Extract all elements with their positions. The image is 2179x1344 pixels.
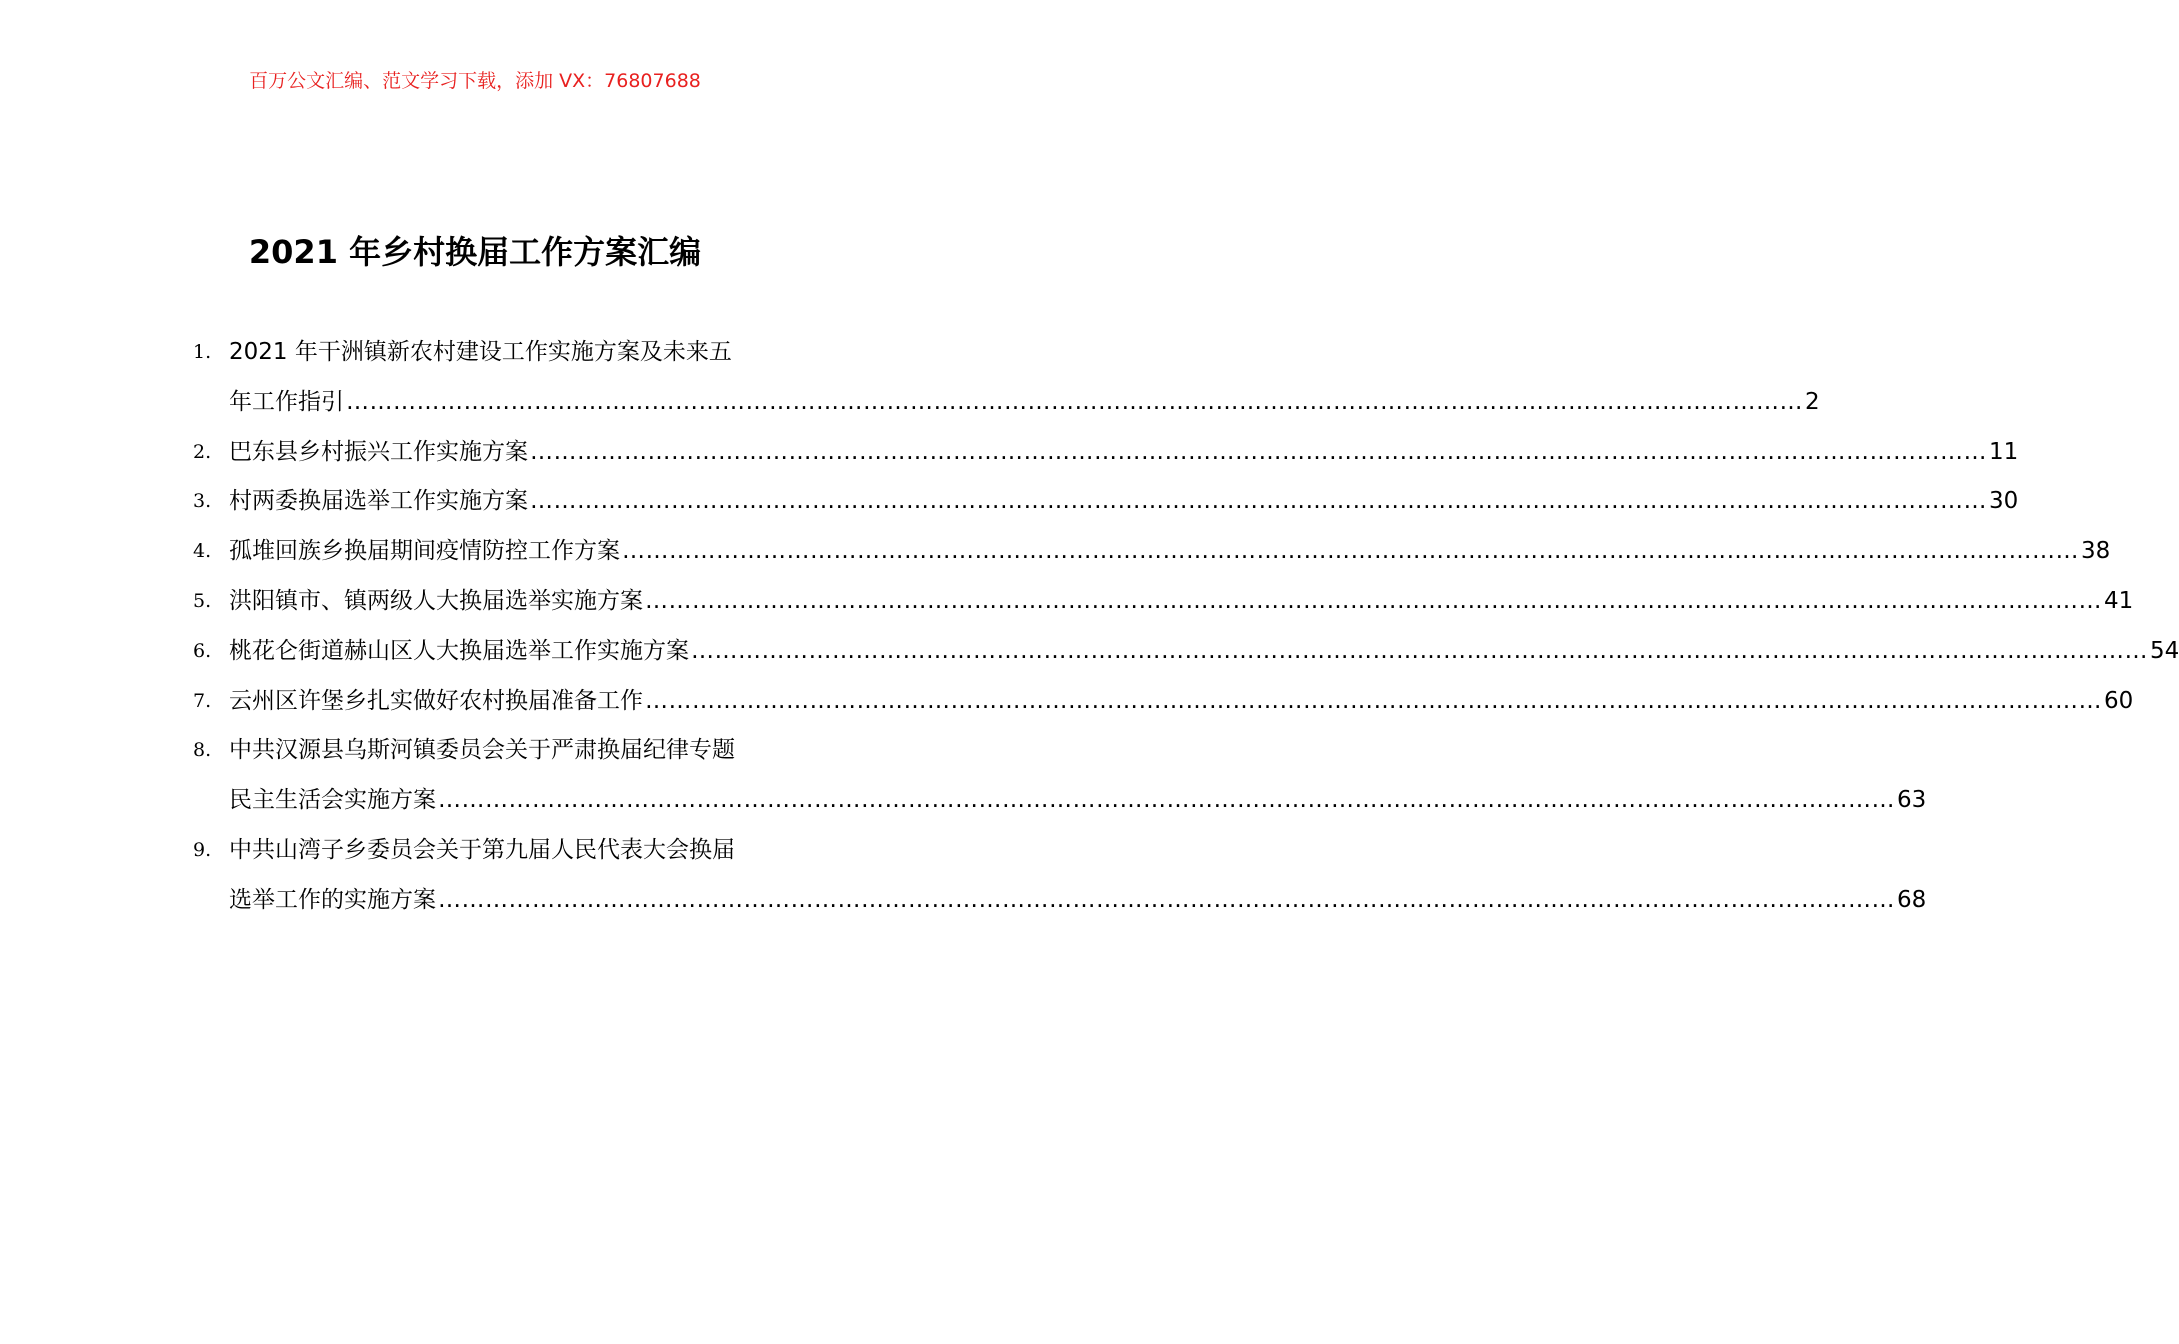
table-of-contents <box>193 328 2179 926</box>
toc-entry-title-line1: 中共山湾子乡委员会关于第九届人民代表大会换届 <box>229 836 735 863</box>
toc-leader-dots: …………………………………………………………………………………………………………………………………………………………………… <box>645 587 2102 614</box>
toc-entry-number: 1. <box>193 341 212 363</box>
toc-entry-line <box>229 378 1820 428</box>
toc-leader-dots: …………………………………………………………………………………………………………………………………………………………………… <box>622 538 2079 565</box>
toc-entry[interactable] <box>193 477 2019 527</box>
toc-page-number: 63 <box>1897 787 1927 814</box>
toc-entry[interactable] <box>193 677 2134 727</box>
toc-entry-line <box>229 428 2019 478</box>
header-note: 百万公文汇编、范文学习下载，添加 VX：76807688 <box>249 70 701 92</box>
toc-entry-line <box>229 876 1927 926</box>
toc-entry-number: 4. <box>193 540 212 563</box>
toc-entry-number: 8. <box>193 739 212 762</box>
toc-leader-dots: …………………………………………………………………………………………………………………………………………………………………… <box>438 886 1895 913</box>
toc-entry[interactable] <box>193 328 1820 428</box>
toc-entry-title: 孤堆回族乡换届期间疫情防控工作方案 <box>229 538 620 565</box>
toc-entry-title: 云州区许堡乡扎实做好农村换届准备工作 <box>229 687 643 714</box>
toc-entry-number: 9. <box>193 838 212 861</box>
toc-leader-dots: …………………………………………………………………………………………………………………………………………………………………… <box>645 687 2102 714</box>
toc-leader-dots: …………………………………………………………………………………………………………………………………………………………………… <box>346 388 1803 415</box>
toc-entry-line <box>229 477 2019 527</box>
toc-entry-title: 民主生活会实施方案 <box>229 787 436 814</box>
toc-entry-title: 巴东县乡村振兴工作实施方案 <box>229 438 528 465</box>
toc-entry[interactable] <box>193 726 1927 826</box>
toc-entry-title: 洪阳镇市、镇两级人大换届选举实施方案 <box>229 587 643 614</box>
toc-leader-dots: …………………………………………………………………………………………………………………………………………………………………… <box>691 637 2148 664</box>
toc-leader-dots: …………………………………………………………………………………………………………………………………………………………………… <box>530 488 1987 515</box>
toc-entry[interactable] <box>193 527 2111 577</box>
toc-page-number: 68 <box>1897 886 1927 913</box>
document-title: 2021 年乡村换届工作方案汇编 <box>248 233 702 271</box>
toc-page-number: 60 <box>2104 687 2134 714</box>
toc-entry-line <box>229 776 1927 826</box>
toc-entry[interactable] <box>193 826 1927 926</box>
toc-entry-title: 村两委换届选举工作实施方案 <box>229 488 528 515</box>
toc-entry-title: 选举工作的实施方案 <box>229 886 436 913</box>
toc-entry[interactable] <box>193 627 2179 677</box>
toc-page-number: 38 <box>2081 538 2111 565</box>
toc-entry-number: 7. <box>193 689 212 712</box>
toc-entry-line <box>229 527 2111 577</box>
toc-leader-dots: …………………………………………………………………………………………………………………………………………………………………… <box>530 438 1987 465</box>
toc-entry-line <box>229 677 2134 727</box>
toc-entry-number: 3. <box>193 490 212 513</box>
toc-page-number: 54 <box>2150 637 2179 664</box>
toc-page-number: 2 <box>1805 388 1820 415</box>
toc-page-number: 41 <box>2104 587 2134 614</box>
toc-entry-title: 年工作指引 <box>229 388 344 415</box>
toc-entry-line <box>229 627 2179 677</box>
toc-entry-title-line1: 2021 年干洲镇新农村建设工作实施方案及未来五 <box>229 339 732 365</box>
toc-page-number: 30 <box>1989 488 2019 515</box>
toc-entry-number: 6. <box>193 639 212 662</box>
toc-entry-number: 5. <box>193 589 212 612</box>
toc-entry-title: 桃花仑街道赫山区人大换届选举工作实施方案 <box>229 637 689 664</box>
toc-entry-number: 2. <box>193 440 212 463</box>
toc-entry[interactable] <box>193 577 2134 627</box>
toc-entry-line <box>229 577 2134 627</box>
toc-entry[interactable] <box>193 428 2019 478</box>
toc-entry-title-line1: 中共汉源县乌斯河镇委员会关于严肃换届纪律专题 <box>229 737 735 764</box>
toc-page-number: 11 <box>1989 438 2019 465</box>
toc-leader-dots: …………………………………………………………………………………………………………………………………………………………………… <box>438 787 1895 814</box>
